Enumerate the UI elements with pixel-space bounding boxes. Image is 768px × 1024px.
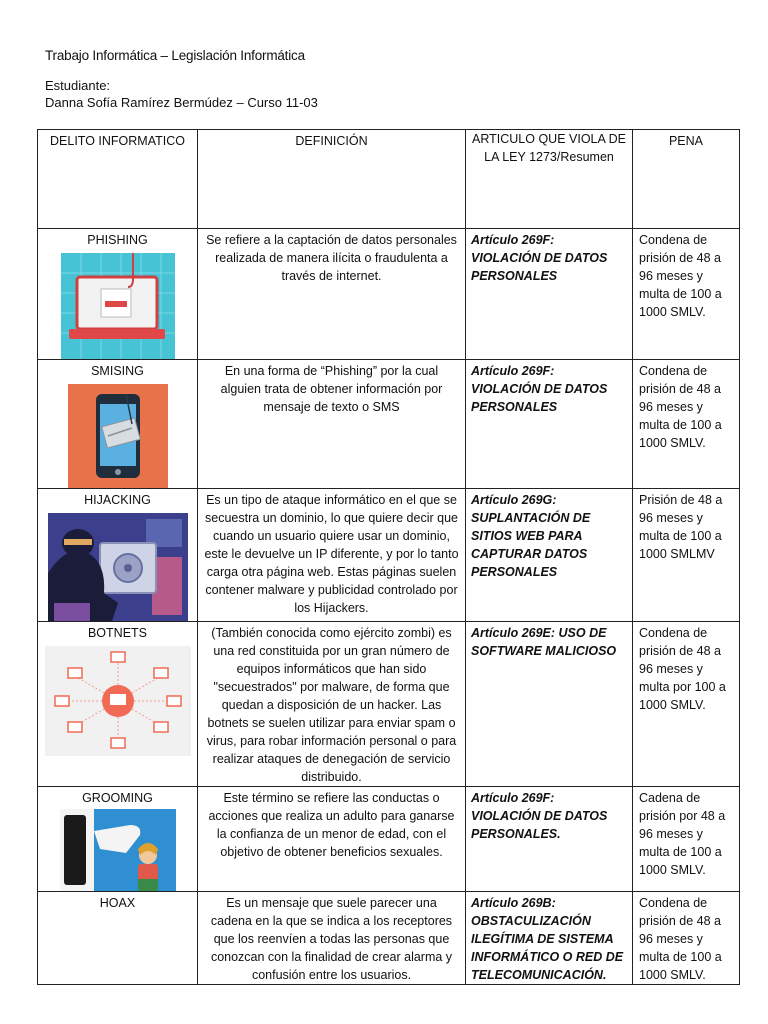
phishing-laptop-icon — [61, 253, 175, 359]
crime-cell — [38, 360, 198, 489]
grooming-hand-icon — [60, 809, 176, 891]
article-cell: Artículo 269B: OBSTACULIZACIÓN ILEGÍTIMA DE SISTEMA INFORMÁTICO O RED DE TELECOMUNICACIÓN. — [466, 892, 633, 985]
crime-name: PHISHING — [87, 233, 148, 247]
crime-name: BOTNETS — [87, 626, 148, 640]
crime-cell — [38, 892, 198, 985]
table-row — [38, 892, 740, 985]
header-definicion: DEFINICIÓN — [198, 130, 466, 229]
header-pena: PENA — [633, 130, 740, 229]
student-name-course: Danna Sofía Ramírez Bermúdez – Curso 11-03 — [45, 95, 318, 110]
crime-name: SMISING — [91, 364, 144, 378]
penalty-cell: Condena de prisión de 48 a 96 meses y multa de 100 a 1000 SMLV. — [633, 229, 740, 360]
definition-cell: Se refiere a la captación de datos personales realizada de manera ilícita o fraudulenta a través de internet. — [198, 229, 466, 360]
crime-name: HIJACKING — [84, 493, 151, 507]
table-row — [38, 229, 740, 360]
crimes-table — [37, 129, 740, 985]
crime-cell — [38, 229, 198, 360]
article-cell: Artículo 269F: VIOLACIÓN DE DATOS PERSONALES. — [466, 787, 633, 892]
crime-cell — [38, 489, 198, 622]
header-delito: DELITO INFORMATICO — [38, 130, 198, 229]
definition-cell: Es un tipo de ataque informático en el que se secuestra un dominio, lo que quiere decir que cuando un usuario quiere usar un dominio, este le devuelve un IP diferente, y por lo tanto carga otra página web. Estas páginas suelen contener malware y publicidad controlado por los Hijackers. — [198, 489, 466, 622]
penalty-cell: Condena de prisión de 48 a 96 meses y multa de 100 a 1000 SMLV. — [633, 360, 740, 489]
penalty-cell: Prisión de 48 a 96 meses y multa de 100 a 1000 SMLMV — [633, 489, 740, 622]
table-row — [38, 622, 740, 787]
table-header-row — [38, 130, 740, 229]
article-cell: Artículo 269F: VIOLACIÓN DE DATOS PERSONALES — [466, 229, 633, 360]
crime-name: GROOMING — [82, 791, 153, 805]
penalty-cell: Condena de prisión de 48 a 96 meses y multa de 100 a 1000 SMLV. — [633, 892, 740, 985]
smishing-phone-icon — [68, 384, 168, 488]
table-row — [38, 360, 740, 489]
crime-cell — [38, 787, 198, 892]
definition-cell: (También conocida como ejército zombi) es una red constituida por un gran número de equipos informáticos que han sido "secuestrados" por malware, de forma que quedan a disposición de un hacker. Las botnets se suelen utilizar para enviar spam o virus, para robar información personal o para realizar ataques de denegación de servicio distribuido. — [198, 622, 466, 787]
definition-cell: Este término se refiere las conductas o acciones que realiza un adulto para ganarse la confianza de un menor de edad, con el objetivo de obtener beneficios sexuales. — [198, 787, 466, 892]
crime-name: HOAX — [99, 896, 136, 910]
definition-cell: Es un mensaje que suele parecer una cadena en la que se indica a los receptores que los reenvíen a todas las personas que conozcan con la finalidad de crear alarma y confusión entre los usuarios. — [198, 892, 466, 985]
botnet-network-icon — [45, 646, 191, 756]
crime-cell — [38, 622, 198, 787]
header-articulo: ARTICULO QUE VIOLA DE LA LEY 1273/Resumen — [466, 130, 633, 229]
article-cell: Artículo 269G: SUPLANTACIÓN DE SITIOS WEB PARA CAPTURAR DATOS PERSONALES — [466, 489, 633, 622]
penalty-cell: Condena de prisión de 48 a 96 meses y multa por 100 a 1000 SMLV. — [633, 622, 740, 787]
article-cell: Artículo 269F: VIOLACIÓN DE DATOS PERSONALES — [466, 360, 633, 489]
table-row — [38, 489, 740, 622]
penalty-cell: Cadena de prisión por 48 a 96 meses y multa de 100 a 1000 SMLV. — [633, 787, 740, 892]
student-label: Estudiante: — [45, 78, 111, 93]
table-row — [38, 787, 740, 892]
document-title: Trabajo Informática – Legislación Informática — [45, 48, 305, 63]
hijacker-icon — [48, 513, 188, 621]
definition-cell: En una forma de “Phishing” por la cual alguien trata de obtener información por mensaje de texto o SMS — [198, 360, 466, 489]
article-cell: Artículo 269E: USO DE SOFTWARE MALICIOSO — [466, 622, 633, 787]
